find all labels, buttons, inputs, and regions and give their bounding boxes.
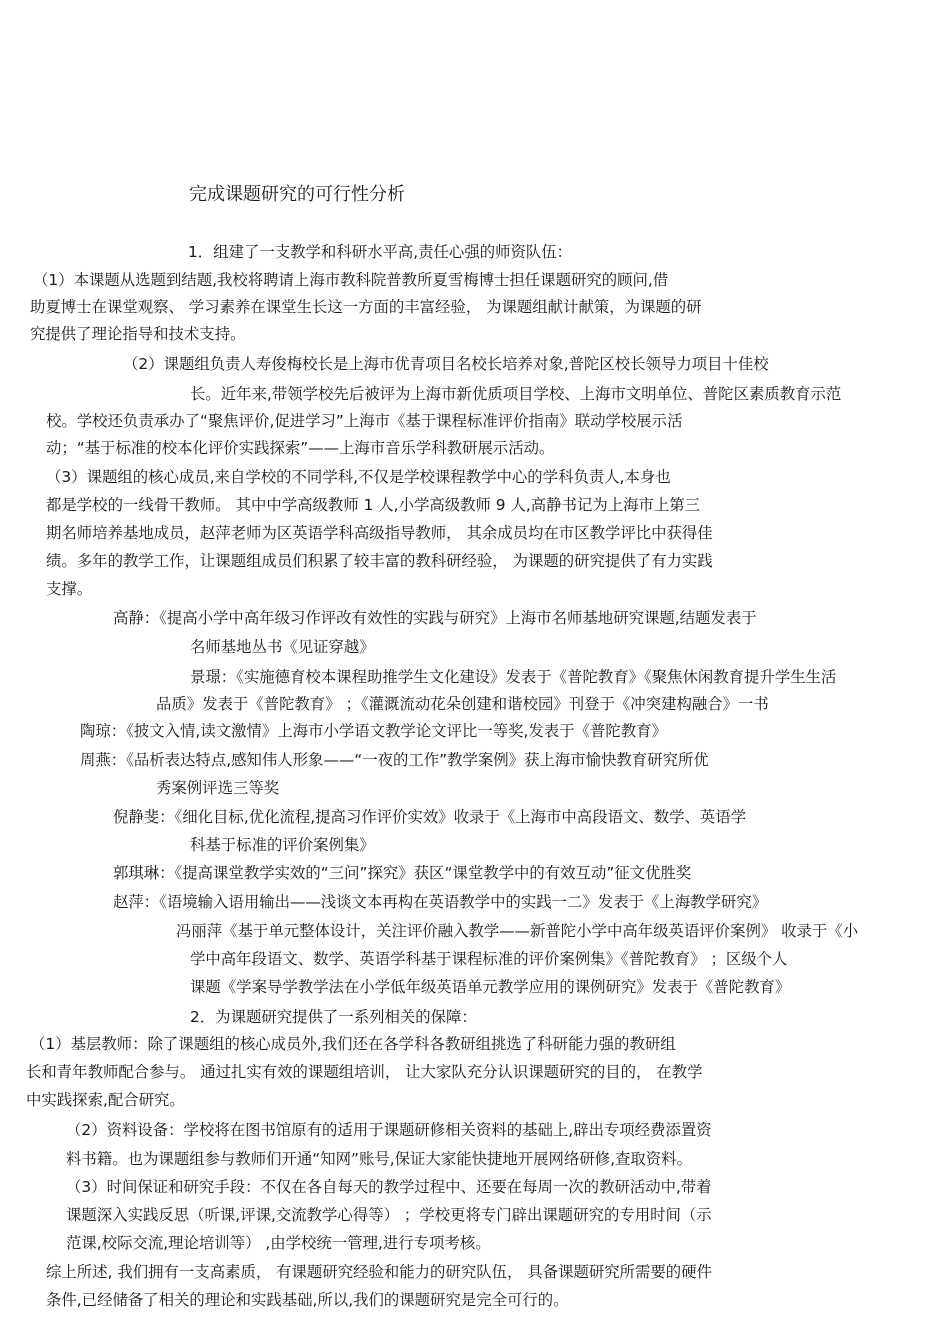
paragraph-line: 范课,校际交流,理论培训等） ,由学校统一管理,进行专项考核。 [66, 1234, 491, 1252]
achievement-line: 课题《学案导学教学法在小学低年级英语单元教学应用的课例研究》发表于《普陀教育》 [190, 978, 791, 996]
paragraph-line: （3）课题组的核心成员,来自学校的不同学科,不仅是学校课程教学中心的学科负责人,本身也 [46, 468, 671, 486]
conclusion-line: 综上所述, 我们拥有一支高素质， 有课题研究经验和能力的研究队伍， 具备课题研究所需要的硬件 [46, 1263, 712, 1281]
paragraph-line: 料书籍。也为课题组参与教师们开通“知网”账号,保证大家能快捷地开展网络研修,查取资料。 [66, 1150, 692, 1168]
paragraph-line: 长和青年教师配合参与。 通过扎实有效的课题组培训， 让大家队充分认识课题研究的目的， 在教学 [26, 1063, 703, 1081]
achievement-line: 陶琼：《披文入情,读文激情》上海市小学语文教学论文评比一等奖,发表于《普陀教育》 [80, 722, 667, 740]
paragraph-line: 都是学校的一线骨干教师。 其中中学高级教师 1 人,小学高级教师 9 人,高静书记为上海市上第三 [46, 496, 701, 514]
achievement-line: 高静：《提高小学中高年级习作评改有效性的实践与研究》上海市名师基地研究课题,结题发表于 [113, 609, 757, 627]
paragraph-line: （3）时间保证和研究手段：不仅在各自每天的教学过程中、还要在每周一次的教研活动中,带着 [66, 1178, 712, 1196]
achievement-line: 倪静斐：《细化目标,优化流程,提高习作评价实效》收录于《上海市中高段语文、数学、英语学 [113, 808, 747, 826]
achievement-line: 学中高年段语文、数学、英语学科基于课程标准的评价案例集》《普陀教育》 ；区级个人 [190, 950, 788, 968]
achievement-line: 郭琪琳：《提高课堂教学实效的“三问”探究》获区“课堂教学中的有效互动”征文优胜奖 [113, 864, 692, 882]
paragraph-line: 校。学校还负责承办了“聚焦评价,促进学习”上海市《基于课程标准评价指南》联动学校展示活 [46, 412, 683, 430]
paragraph-line: 长。近年来,带领学校先后被评为上海市新优质项目学校、上海市文明单位、普陀区素质教育示范 [190, 385, 842, 403]
achievement-line: 周燕：《品析表达特点,感知伟人形象——“一夜的工作”教学案例》获上海市愉快教育研究所优 [80, 751, 709, 769]
achievement-line: 赵萍：《语境输入语用输出——浅谈文本再构在英语教学中的实践一二》发表于《上海教学研究》 [113, 893, 768, 911]
paragraph-line: 动；“基于标准的校本化评价实践探索”——上海市音乐学科教研展示活动。 [46, 439, 555, 457]
paragraph-line: 究提供了理论指导和技术支持。 [30, 325, 246, 343]
achievement-line: 科基于标准的评价案例集》 [190, 836, 375, 854]
paragraph-line: 助夏博士在课堂观察、 学习素养在课堂生长这一方面的丰富经验， 为课题组献计献策，为课题的研 [30, 298, 702, 316]
section-heading-1: 1．组建了一支教学和科研水平高,责任心强的师资队伍： [188, 243, 573, 261]
paragraph-line: 期名师培养基地成员，赵萍老师为区英语学科高级指导教师， 其余成员均在市区教学评比中获得佳 [46, 524, 713, 542]
achievement-line: 名师基地丛书《见证穿越》 [190, 638, 375, 656]
achievement-line: 景璟：《实施德育校本课程助推学生文化建设》发表于《普陀教育》《聚焦休闲教育提升学生生活 [190, 668, 837, 686]
achievement-line: 秀案例评选三等奖 [156, 779, 280, 797]
achievement-line: 冯丽萍《基于单元整体设计，关注评价融入教学——新普陀小学中高年级英语评价案例》 收录于《小 [176, 922, 859, 940]
achievement-line: 品质》发表于《普陀教育》 ；《灌溉流动花朵创建和谐校园》刊登于《冲突建构融合》一书 [156, 695, 769, 713]
paragraph-line: （2）课题组负责人寿俊梅校长是上海市优青项目名校长培养对象,普陀区校长领导力项目十佳校 [123, 355, 769, 373]
paragraph-line: 中实践探索,配合研究。 [26, 1091, 185, 1109]
section-heading-2: 2．为课题研究提供了一系列相关的保障： [190, 1008, 477, 1026]
paragraph-line: 课题深入实践反思（听课,评课,交流教学心得等） ；学校更将专门辟出课题研究的专用时间（示 [66, 1206, 712, 1224]
paragraph-line: 支撑。 [46, 580, 93, 598]
paragraph-line: （1）本课题从选题到结题,我校将聘请上海市教科院普教所夏雪梅博士担任课题研究的顾问,借 [33, 271, 669, 289]
paragraph-line: 绩。多年的教学工作，让课题组成员们积累了较丰富的教科研经验， 为课题的研究提供了有力实践 [46, 552, 713, 570]
page-title: 完成课题研究的可行性分析 [189, 184, 405, 205]
conclusion-line: 条件,已经储备了相关的理论和实践基础,所以,我们的课题研究是完全可行的。 [46, 1291, 569, 1309]
paragraph-line: （1）基层教师：除了课题组的核心成员外,我们还在各学科各教研组挑选了科研能力强的教研组 [30, 1035, 676, 1053]
paragraph-line: （2）资料设备：学校将在图书馆原有的适用于课题研修相关资料的基础上,辟出专项经费添置资 [66, 1121, 712, 1139]
